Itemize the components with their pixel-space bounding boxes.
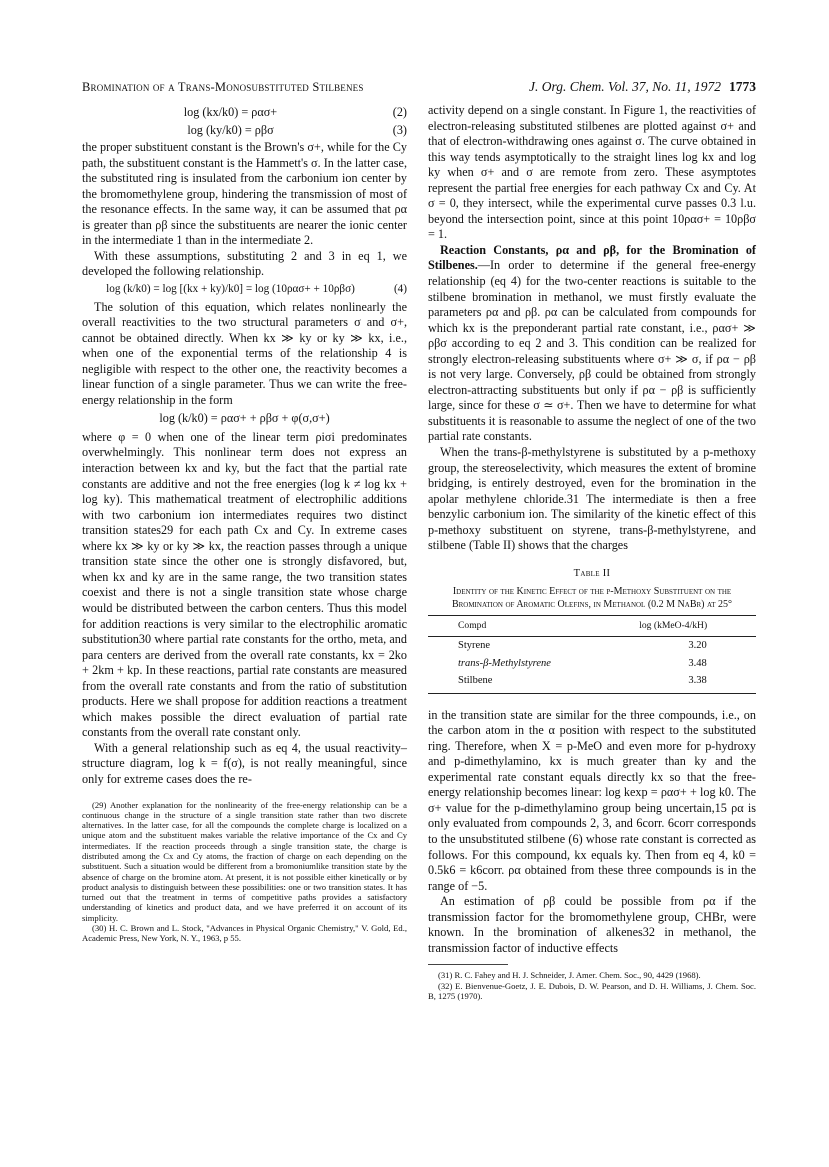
data-table [428,615,756,693]
table-ii [428,566,756,694]
paragraph: The solution of this equation, which relates nonlinearly the overall reactivities to the two structural parameters σ and σ+, cannot be obtained directly. When kx ≫ ky or ky ≫ kx, i.e., when one of the exponential terms of the relationship 4 is negligible with respect to the other one, the reactivity becomes a linear function of a single parameter. Thus we can write the free-energy relationship in the form [82,299,407,407]
table-row [428,636,756,654]
table-cell: 3.38 [639,672,756,693]
table-label: Table II [573,567,611,579]
equation-number: (4) [393,283,407,296]
table-caption: Identity of the Kinetic Effect of the p-Methoxy Substituent on the Bromination of Aromatic Olefins, in Methanol (0.2 M NaBr) at 25° [451,586,733,611]
section-heading: Reaction Constants, ρα and ρβ, for the Bromination of Stilbenes. [428,242,756,273]
right-column [428,103,756,1001]
paragraph: An estimation of ρβ could be possible from ρα if the transmission factor for the bromomethylene group, CHBr, were known. In the bromination of alkenes32 in methanol, the transmission factor of inductive effects [428,894,756,955]
equation-number: (3) [392,122,407,137]
table-cell: 3.20 [688,639,707,651]
equation-4 [82,282,407,298]
footnotes [82,800,407,944]
footnote-31: (31) R. C. Fahey and H. J. Schneider, J. Amer. Chem. Soc., 90, 4429 (1968). [438,970,701,981]
paragraph: the proper substituent constant is the Brown's σ+, while for the Cy path, the substituent constant is the Hammett's σ. In the latter case, the substituted ring is insulated from the carbonium ion center by the bromomethylene group, hindering the transmission of most of the resonance effects. In the same way, it can be assumed that ρα is greater than ρβ since the substituents are nearer the ionic center in the intermediate 1 than in the intermediate 2. [82,140,407,248]
journal-citation [529,79,756,95]
running-title: Bromination of a Trans-Monosubstituted Stilbenes [82,80,364,94]
footnote-30: (30) H. C. Brown and L. Stock, "Advances in Physical Organic Chemistry," V. Gold, Ed., Academic Press, New York, N. Y., 1963, p 55. [82,923,407,944]
table-cell: Stilbene [428,672,639,693]
equation-number: (2) [392,105,407,119]
footnote-divider [428,964,508,965]
page-number: 1773 [729,79,756,94]
equation-3 [82,123,407,139]
left-column [82,103,407,944]
paragraph: activity depend on a single constant. In Figure 1, the reactivities of electron-releasing substituted stilbenes are plotted against σ+ and that of electron-withdrawing ones against σ. The curve obtained in this way tends asymptotically to the straight lines log kx and log ky when σ+ and σ are remote from zero. These asymptotes represent the partial free energies for each pathway Cx and Cy. At σ = 0, they intersect, while the experimental curve passes 0.3 l.u. beyond the intersection point, since at this point 10ρασ+ = 10ρβσ = 1. [428,103,756,242]
table-cell: trans-β-Methylstyrene [458,657,551,669]
column-header: Compd [428,616,639,637]
journal-name: J. Org. Chem. Vol. 37, No. 11, 1972 [529,79,721,94]
paragraph-text: —In order to determine if the general free-energy relationship (eq 4) for the two-center reactions is suitable to the stilbene bromination in methanol, we must firstly evaluate the parameters ρα and ρβ. ρα can be calculated from compounds for which kx is the preponderant partial rate constant, i.e., ρασ+ ≫ ρβσ according to eq 2 and 3. This condition can be realized for strongly electron-releasing substituents where σ+ ≫ σ, if ρα − ρβ is not very large. Conversely, ρβ could be obtained from strongly electron-attracting substituents but only if ρα − ρβ is sufficiently large, since for these σ ≃ σ+. Then we have to determine for what substituents it is reasonable to assume the neglect of one of the two partial rate constants. [428,258,756,444]
paragraph: With a general relationship such as eq 4, the usual reactivity–structure diagram, log k = f(σ), is not really meaningful, since only for extreme cases does the re- [82,740,407,786]
footnote-29: (29) Another explanation for the nonlinearity of the free-energy relationship can be a continuous change in the structure of a single transition state rather than two discrete alternatives. In the latter case, for all the compounds the complete charge is localized on a unique atom and the substituent makes variable the relative importance of the Cx and Cy intermediates. If the reaction proceeds through a single transition state, the charge is distributed among the Cx and Cy atoms, the fraction of charge on each depending on the substituent. Such a situation would be different from a bromoniumlike transition state by the absence of charge on the bromine atom. At present, it is not possible either kinetically or by product analysis to distinguish between these possibilities: one or two transition states. It has turned out that the treatment in terms of competitive paths provides a satisfactory understanding of kinetics and product data, and we have preferred it on account of its simplicity. [82,799,407,923]
paragraph: With these assumptions, substituting 2 and 3 in eq 1, we developed the following relationship. [82,248,407,279]
footnotes [428,970,756,1001]
paragraph: where φ = 0 when one of the linear term ρiσi predominates overwhelmingly. This nonlinear term does not express an interaction between kx and ky, but the fact that the partial rate constants are additive and not the free energies (log k ≠ log kx + log ky). This mathematical treatment of electrophilic additions with two carbonium ion intermediates requires two distinct transition states29 for each path Cx and Cy. In extreme cases where kx ≫ ky or ky ≫ kx, the reaction passes through a unique transition state since the other one is strongly disfavored, but, when kx and ky are in the same range, the two transition states coexist and there is not a single transition state whose charge would be distributed between the carbon centers. Thus this model for addition reactions is very similar to the electrophilic aromatic substitution30 where partial rate constants for the ortho, meta, and para centers are derived from the overall rate constants, kx = 2ko + 2km + kp. In these reactions, partial rate constants are measured from the overall rate constants and from the ratio of substitution products. Here we shall propose for addition reactions a treatment which makes possible the direct evaluation of partial rate constants from the overall rate constant only. [82,429,407,740]
paragraph: When the trans-β-methylstyrene is substituted by a p-methoxy group, the stereoselectivity, which measures the extent of bromine bridging, is entirely destroyed, even for the bromination in the apolar methylene chloride.31 The intermediate is then a free benzylic carbonium ion. The similarity of the kinetic effect of this p-methoxy substituent on styrene, trans-β-methylstyrene, and stilbene (Table II) shows that the charges [428,445,756,553]
column-header: log (kMeO-4/kH) [639,616,756,637]
table-cell: 3.48 [688,657,707,669]
section-paragraph [428,243,756,445]
equation-text: log (kx/k0) = ρασ+ [183,105,278,119]
equation-5: log (k/k0) = ρασ+ + ρβσ + φ(σ,σ+) [159,411,330,426]
equation-text: log (ky/k0) = ρβσ [187,122,274,137]
table-cell: Styrene [458,639,491,651]
equation-2 [82,105,407,121]
equation-text: log (k/k0) = log [(kx + ky)/k0] = log (10ρασ+ + 10ρβσ) [106,283,355,296]
paragraph: in the transition state are similar for the three compounds, i.e., on the carbon atom in the α position with respect to the substituted ring. Therefore, when X = p-MeO and even more for p-hydroxy and p-dimethylamino, kx is much greater than ky and the experimental rate constant equals directly kx so that the free-energy relationship becomes linear: log kexp = ρασ+ + log k0. The σ+ value for the p-dimethylamino group being uncertain,15 ρα is only evaluated from compounds 2, 3, and 6corr. 6corr corresponds to the unsubstituted stilbene (6) whose rate constant is corrected as follows. For this compound, kx equals ky. Then from eq 4, k0 = 0.5k6 = k6corr. ρα obtained from these three compounds is in the range of −5. [428,707,756,893]
footnote-32: (32) E. Bienvenue-Goetz, J. E. Dubois, D. W. Pearson, and D. H. Williams, J. Chem. Soc. B, 1275 (1970). [428,980,756,1001]
table-row [428,672,756,693]
table-row [428,655,756,673]
